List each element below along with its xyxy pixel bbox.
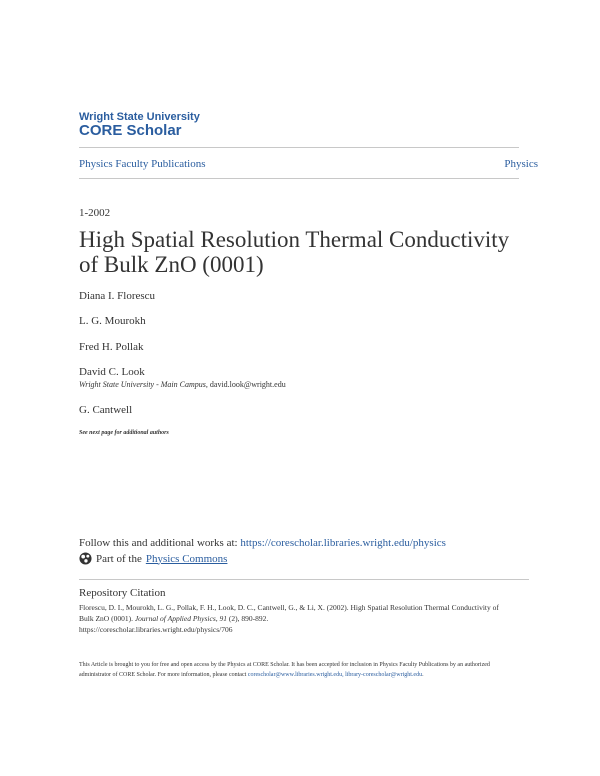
author-name: L. G. Mourokh bbox=[79, 315, 146, 327]
notice-end: . bbox=[422, 672, 424, 678]
divider-citation bbox=[79, 579, 529, 580]
citation-heading: Repository Citation bbox=[79, 587, 166, 599]
repository-name[interactable]: CORE Scholar bbox=[79, 122, 182, 139]
citation-issue-pages: (2), 890-892. bbox=[227, 614, 269, 623]
part-of-prefix: Part of the bbox=[96, 552, 142, 565]
follow-url-link[interactable]: https://corescholar.libraries.wright.edu/physics bbox=[240, 537, 446, 549]
citation-journal: Journal of Applied Physics, 91 bbox=[134, 614, 227, 623]
author-affiliation bbox=[79, 380, 286, 389]
article-title: High Spatial Resolution Thermal Conductivity of Bulk ZnO (0001) bbox=[79, 227, 510, 277]
author-name: David C. Look bbox=[79, 366, 145, 378]
citation-url[interactable]: https://corescholar.libraries.wright.edu/physics/706 bbox=[79, 625, 233, 634]
citation-authors-title: Florescu, D. I., Mourokh, L. G., Pollak, F. H., Look, D. C., Cantwell, G., & Li, X. (2002). High Spatial Resolution Thermal Conductivity of Bulk ZnO (0001). bbox=[79, 603, 499, 623]
follow-line bbox=[79, 537, 446, 549]
citation-text bbox=[79, 602, 499, 635]
divider-bottom bbox=[79, 178, 519, 179]
collection-link[interactable]: Physics Faculty Publications bbox=[79, 158, 206, 170]
affiliation-email: , david.look@wright.edu bbox=[205, 380, 286, 389]
affiliation-org: Wright State University - Main Campus bbox=[79, 380, 206, 389]
divider-top bbox=[79, 147, 519, 148]
author-name: Diana I. Florescu bbox=[79, 290, 156, 302]
publication-date: 1-2002 bbox=[79, 207, 111, 219]
author-name: G. Cantwell bbox=[79, 404, 133, 416]
see-next-page-note: See next page for additional authors bbox=[79, 430, 169, 436]
part-of-line bbox=[79, 552, 227, 565]
department-link[interactable]: Physics bbox=[504, 158, 538, 170]
notice-text: This Article is brought to you for free and open access by the Physics at CORE Scholar. It has been accepted for inclusion in Physics Faculty Publications by an authorized administrator of CORE Scholar. For more information, please contact bbox=[79, 662, 490, 678]
access-notice bbox=[79, 660, 519, 680]
university-name[interactable]: Wright State University bbox=[79, 111, 200, 123]
author-name: Fred H. Pollak bbox=[79, 341, 144, 353]
contact-email-link[interactable]: corescholar@www.libraries.wright.edu, library-corescholar@wright.edu bbox=[247, 672, 423, 678]
network-icon bbox=[79, 552, 92, 565]
follow-prefix: Follow this and additional works at: bbox=[79, 537, 241, 549]
physics-commons-link[interactable]: Physics Commons bbox=[145, 552, 228, 565]
